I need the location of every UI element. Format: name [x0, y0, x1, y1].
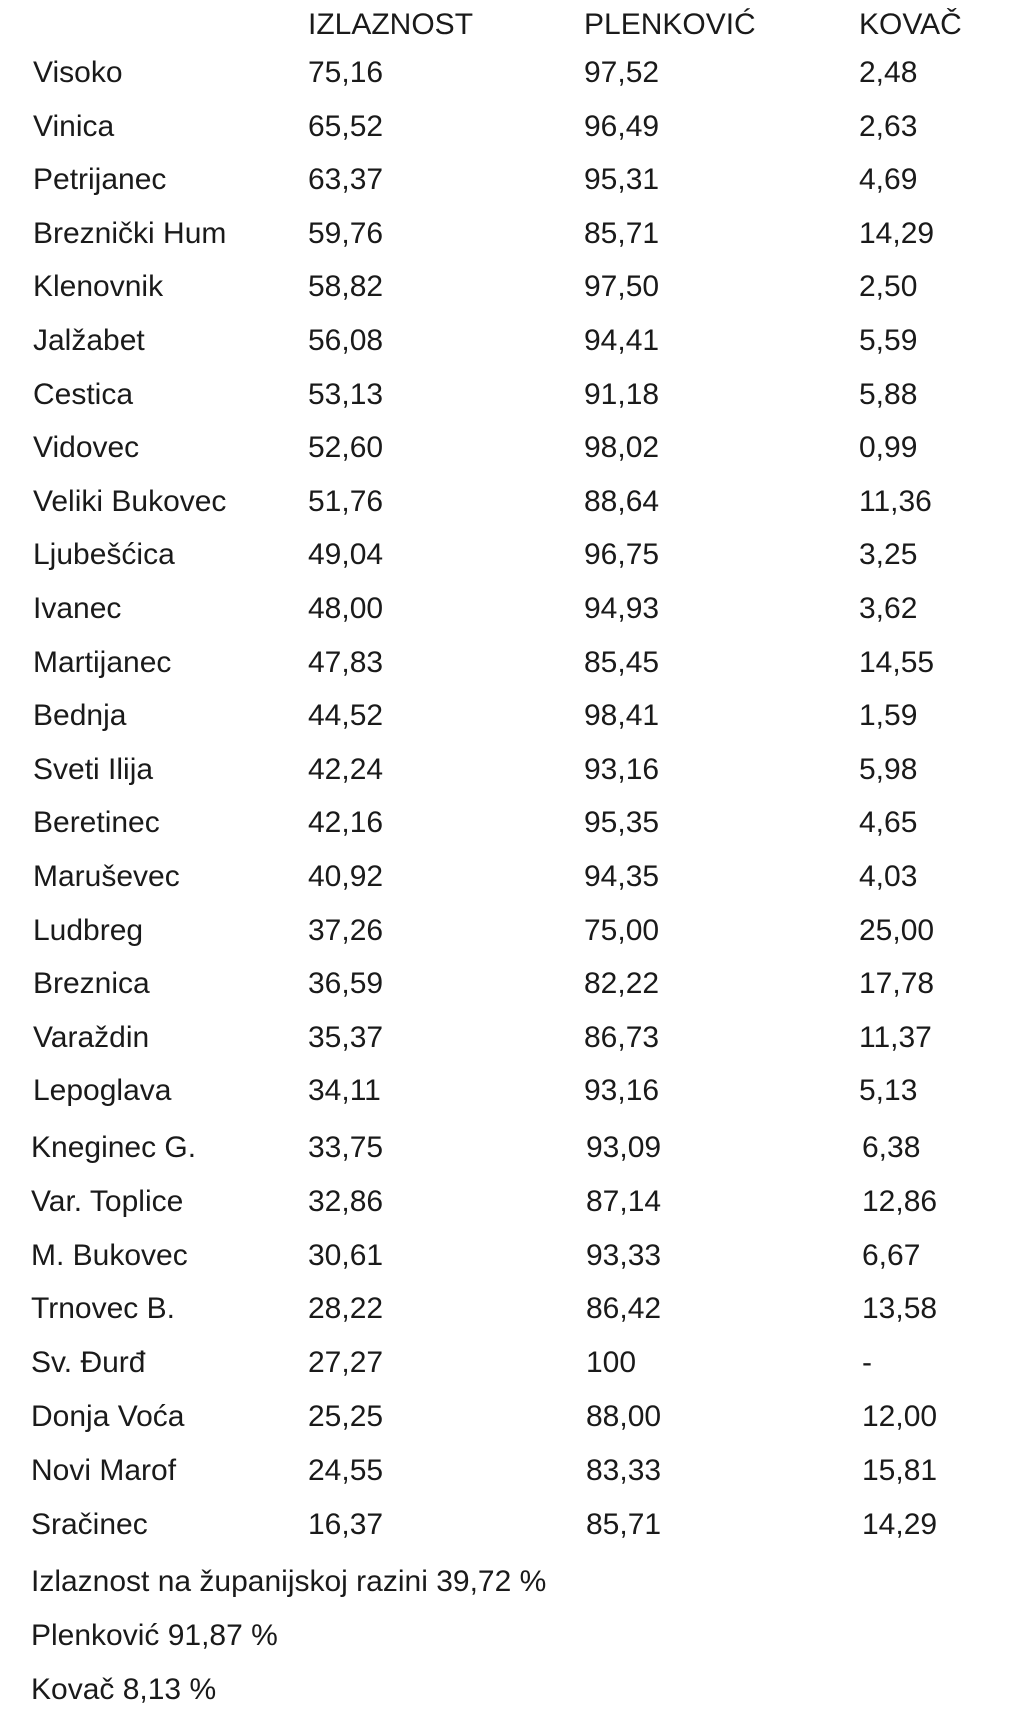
table-row — [0, 1133, 1024, 1173]
plenkovic-value: 96,75 — [584, 538, 660, 571]
table-row — [0, 433, 1024, 473]
plenkovic-value: 98,41 — [584, 699, 660, 732]
kovac-value: 5,13 — [859, 1074, 918, 1107]
kovac-value: 11,37 — [859, 1021, 932, 1054]
plenkovic-value: 85,71 — [586, 1508, 662, 1541]
table-row — [0, 808, 1024, 848]
turnout-value: 42,16 — [308, 806, 384, 839]
plenkovic-value: 94,35 — [584, 860, 660, 893]
table-row — [0, 1456, 1024, 1496]
summary-line: Plenković 91,87 % — [31, 1619, 278, 1652]
plenkovic-value: 82,22 — [584, 967, 660, 1000]
table-row — [0, 701, 1024, 741]
turnout-value: 27,27 — [308, 1346, 384, 1379]
kovac-value: - — [862, 1346, 872, 1379]
kovac-value: 13,58 — [862, 1292, 938, 1325]
turnout-value: 42,24 — [308, 753, 384, 786]
turnout-value: 35,37 — [308, 1021, 384, 1054]
municipality-name: Sveti Ilija — [33, 753, 154, 786]
plenkovic-value: 93,16 — [584, 1074, 660, 1107]
kovac-value: 4,03 — [859, 860, 918, 893]
municipality-name: Veliki Bukovec — [33, 485, 227, 518]
municipality-name: Maruševec — [33, 860, 180, 893]
municipality-name: Ivanec — [33, 592, 122, 625]
municipality-name: Petrijanec — [33, 163, 167, 196]
municipality-name: Ludbreg — [33, 914, 144, 947]
plenkovic-value: 86,73 — [584, 1021, 660, 1054]
table-row — [0, 165, 1024, 205]
turnout-value: 75,16 — [308, 56, 384, 89]
table-row — [0, 540, 1024, 580]
table-row — [0, 380, 1024, 420]
municipality-name: Sračinec — [31, 1508, 148, 1541]
table-row — [0, 1187, 1024, 1227]
turnout-value: 65,52 — [308, 110, 384, 143]
table-row — [0, 1241, 1024, 1281]
table-row — [0, 1510, 1024, 1550]
turnout-value: 63,37 — [308, 163, 384, 196]
table-row — [0, 755, 1024, 795]
plenkovic-value: 96,49 — [584, 110, 660, 143]
kovac-value: 6,67 — [862, 1239, 921, 1272]
municipality-name: Visoko — [33, 56, 123, 89]
plenkovic-value: 88,00 — [586, 1400, 662, 1433]
municipality-name: Trnovec B. — [31, 1292, 175, 1325]
table-row — [0, 969, 1024, 1009]
municipality-name: Var. Toplice — [31, 1185, 184, 1218]
turnout-value: 32,86 — [308, 1185, 384, 1218]
plenkovic-value: 87,14 — [586, 1185, 662, 1218]
kovac-value: 2,50 — [859, 270, 918, 303]
plenkovic-value: 98,02 — [584, 431, 660, 464]
plenkovic-value: 94,93 — [584, 592, 660, 625]
kovac-value: 14,29 — [859, 217, 935, 250]
kovac-value: 6,38 — [862, 1131, 921, 1164]
table-row — [0, 1402, 1024, 1442]
turnout-value: 25,25 — [308, 1400, 384, 1433]
kovac-value: 14,29 — [862, 1508, 938, 1541]
turnout-value: 36,59 — [308, 967, 384, 1000]
turnout-value: 49,04 — [308, 538, 384, 571]
summary-line: Izlaznost na županijskoj razini 39,72 % — [31, 1565, 547, 1598]
table-row — [0, 272, 1024, 312]
turnout-value: 51,76 — [308, 485, 384, 518]
table-row — [0, 916, 1024, 956]
table-row — [0, 648, 1024, 688]
municipality-name: Breznički Hum — [33, 217, 227, 250]
table-row — [0, 594, 1024, 634]
table-row — [0, 112, 1024, 152]
turnout-value: 24,55 — [308, 1454, 384, 1487]
turnout-value: 52,60 — [308, 431, 384, 464]
municipality-name: Cestica — [33, 378, 134, 411]
plenkovic-value: 85,45 — [584, 646, 660, 679]
plenkovic-value: 91,18 — [584, 378, 660, 411]
kovac-value: 5,98 — [859, 753, 918, 786]
turnout-value: 58,82 — [308, 270, 384, 303]
municipality-name: Ljubešćica — [33, 538, 175, 571]
plenkovic-value: 83,33 — [586, 1454, 662, 1487]
table-row — [0, 58, 1024, 98]
municipality-name: Martijanec — [33, 646, 172, 679]
table-row — [0, 1294, 1024, 1334]
plenkovic-value: 97,52 — [584, 56, 660, 89]
municipality-name: Bednja — [33, 699, 127, 732]
kovac-value: 17,78 — [859, 967, 935, 1000]
kovac-value: 4,69 — [859, 163, 918, 196]
turnout-value: 53,13 — [308, 378, 384, 411]
turnout-value: 44,52 — [308, 699, 384, 732]
municipality-name: Vidovec — [33, 431, 140, 464]
plenkovic-value: 97,50 — [584, 270, 660, 303]
municipality-name: Jalžabet — [33, 324, 145, 357]
turnout-value: 40,92 — [308, 860, 384, 893]
kovac-value: 11,36 — [859, 485, 932, 518]
kovac-value: 1,59 — [859, 699, 918, 732]
kovac-value: 2,63 — [859, 110, 918, 143]
table-header — [0, 10, 1024, 44]
municipality-name: Beretinec — [33, 806, 160, 839]
kovac-column-header: KOVAČ — [859, 8, 962, 41]
kovac-value: 14,55 — [859, 646, 935, 679]
kovac-value: 15,81 — [862, 1454, 938, 1487]
turnout-value: 28,22 — [308, 1292, 384, 1325]
plenkovic-column-header: PLENKOVIĆ — [584, 8, 756, 41]
table-row — [0, 487, 1024, 527]
kovac-value: 5,59 — [859, 324, 918, 357]
municipality-name: Novi Marof — [31, 1454, 177, 1487]
turnout-value: 47,83 — [308, 646, 384, 679]
summary-line: Kovač 8,13 % — [31, 1673, 217, 1706]
plenkovic-value: 100 — [586, 1346, 637, 1379]
table-row — [0, 1023, 1024, 1063]
table-row — [0, 1076, 1024, 1116]
table-row — [0, 219, 1024, 259]
kovac-value: 3,62 — [859, 592, 918, 625]
kovac-value: 12,00 — [862, 1400, 938, 1433]
table-row — [0, 862, 1024, 902]
table-row — [0, 1348, 1024, 1388]
municipality-name: Vinica — [33, 110, 115, 143]
municipality-name: Klenovnik — [33, 270, 164, 303]
plenkovic-value: 94,41 — [584, 324, 660, 357]
plenkovic-value: 93,09 — [586, 1131, 662, 1164]
turnout-value: 56,08 — [308, 324, 384, 357]
plenkovic-value: 93,33 — [586, 1239, 662, 1272]
kovac-value: 0,99 — [859, 431, 918, 464]
turnout-value: 33,75 — [308, 1131, 384, 1164]
plenkovic-value: 75,00 — [584, 914, 660, 947]
municipality-name: Kneginec G. — [31, 1131, 197, 1164]
plenkovic-value: 88,64 — [584, 485, 660, 518]
kovac-value: 2,48 — [859, 56, 918, 89]
municipality-name: M. Bukovec — [31, 1239, 188, 1272]
plenkovic-value: 95,35 — [584, 806, 660, 839]
municipality-name: Breznica — [33, 967, 150, 1000]
turnout-value: 37,26 — [308, 914, 384, 947]
municipality-name: Lepoglava — [33, 1074, 172, 1107]
plenkovic-value: 86,42 — [586, 1292, 662, 1325]
plenkovic-value: 93,16 — [584, 753, 660, 786]
municipality-name: Donja Voća — [31, 1400, 185, 1433]
kovac-value: 12,86 — [862, 1185, 938, 1218]
turnout-column-header: IZLAZNOST — [308, 8, 474, 41]
turnout-value: 16,37 — [308, 1508, 384, 1541]
kovac-value: 3,25 — [859, 538, 918, 571]
turnout-value: 48,00 — [308, 592, 384, 625]
kovac-value: 25,00 — [859, 914, 935, 947]
plenkovic-value: 85,71 — [584, 217, 660, 250]
kovac-value: 5,88 — [859, 378, 918, 411]
municipality-name: Sv. Đurđ — [31, 1346, 146, 1379]
turnout-value: 59,76 — [308, 217, 384, 250]
turnout-value: 30,61 — [308, 1239, 384, 1272]
plenkovic-value: 95,31 — [584, 163, 660, 196]
municipality-name: Varaždin — [33, 1021, 150, 1054]
kovac-value: 4,65 — [859, 806, 918, 839]
turnout-value: 34,11 — [308, 1074, 381, 1107]
table-row — [0, 326, 1024, 366]
